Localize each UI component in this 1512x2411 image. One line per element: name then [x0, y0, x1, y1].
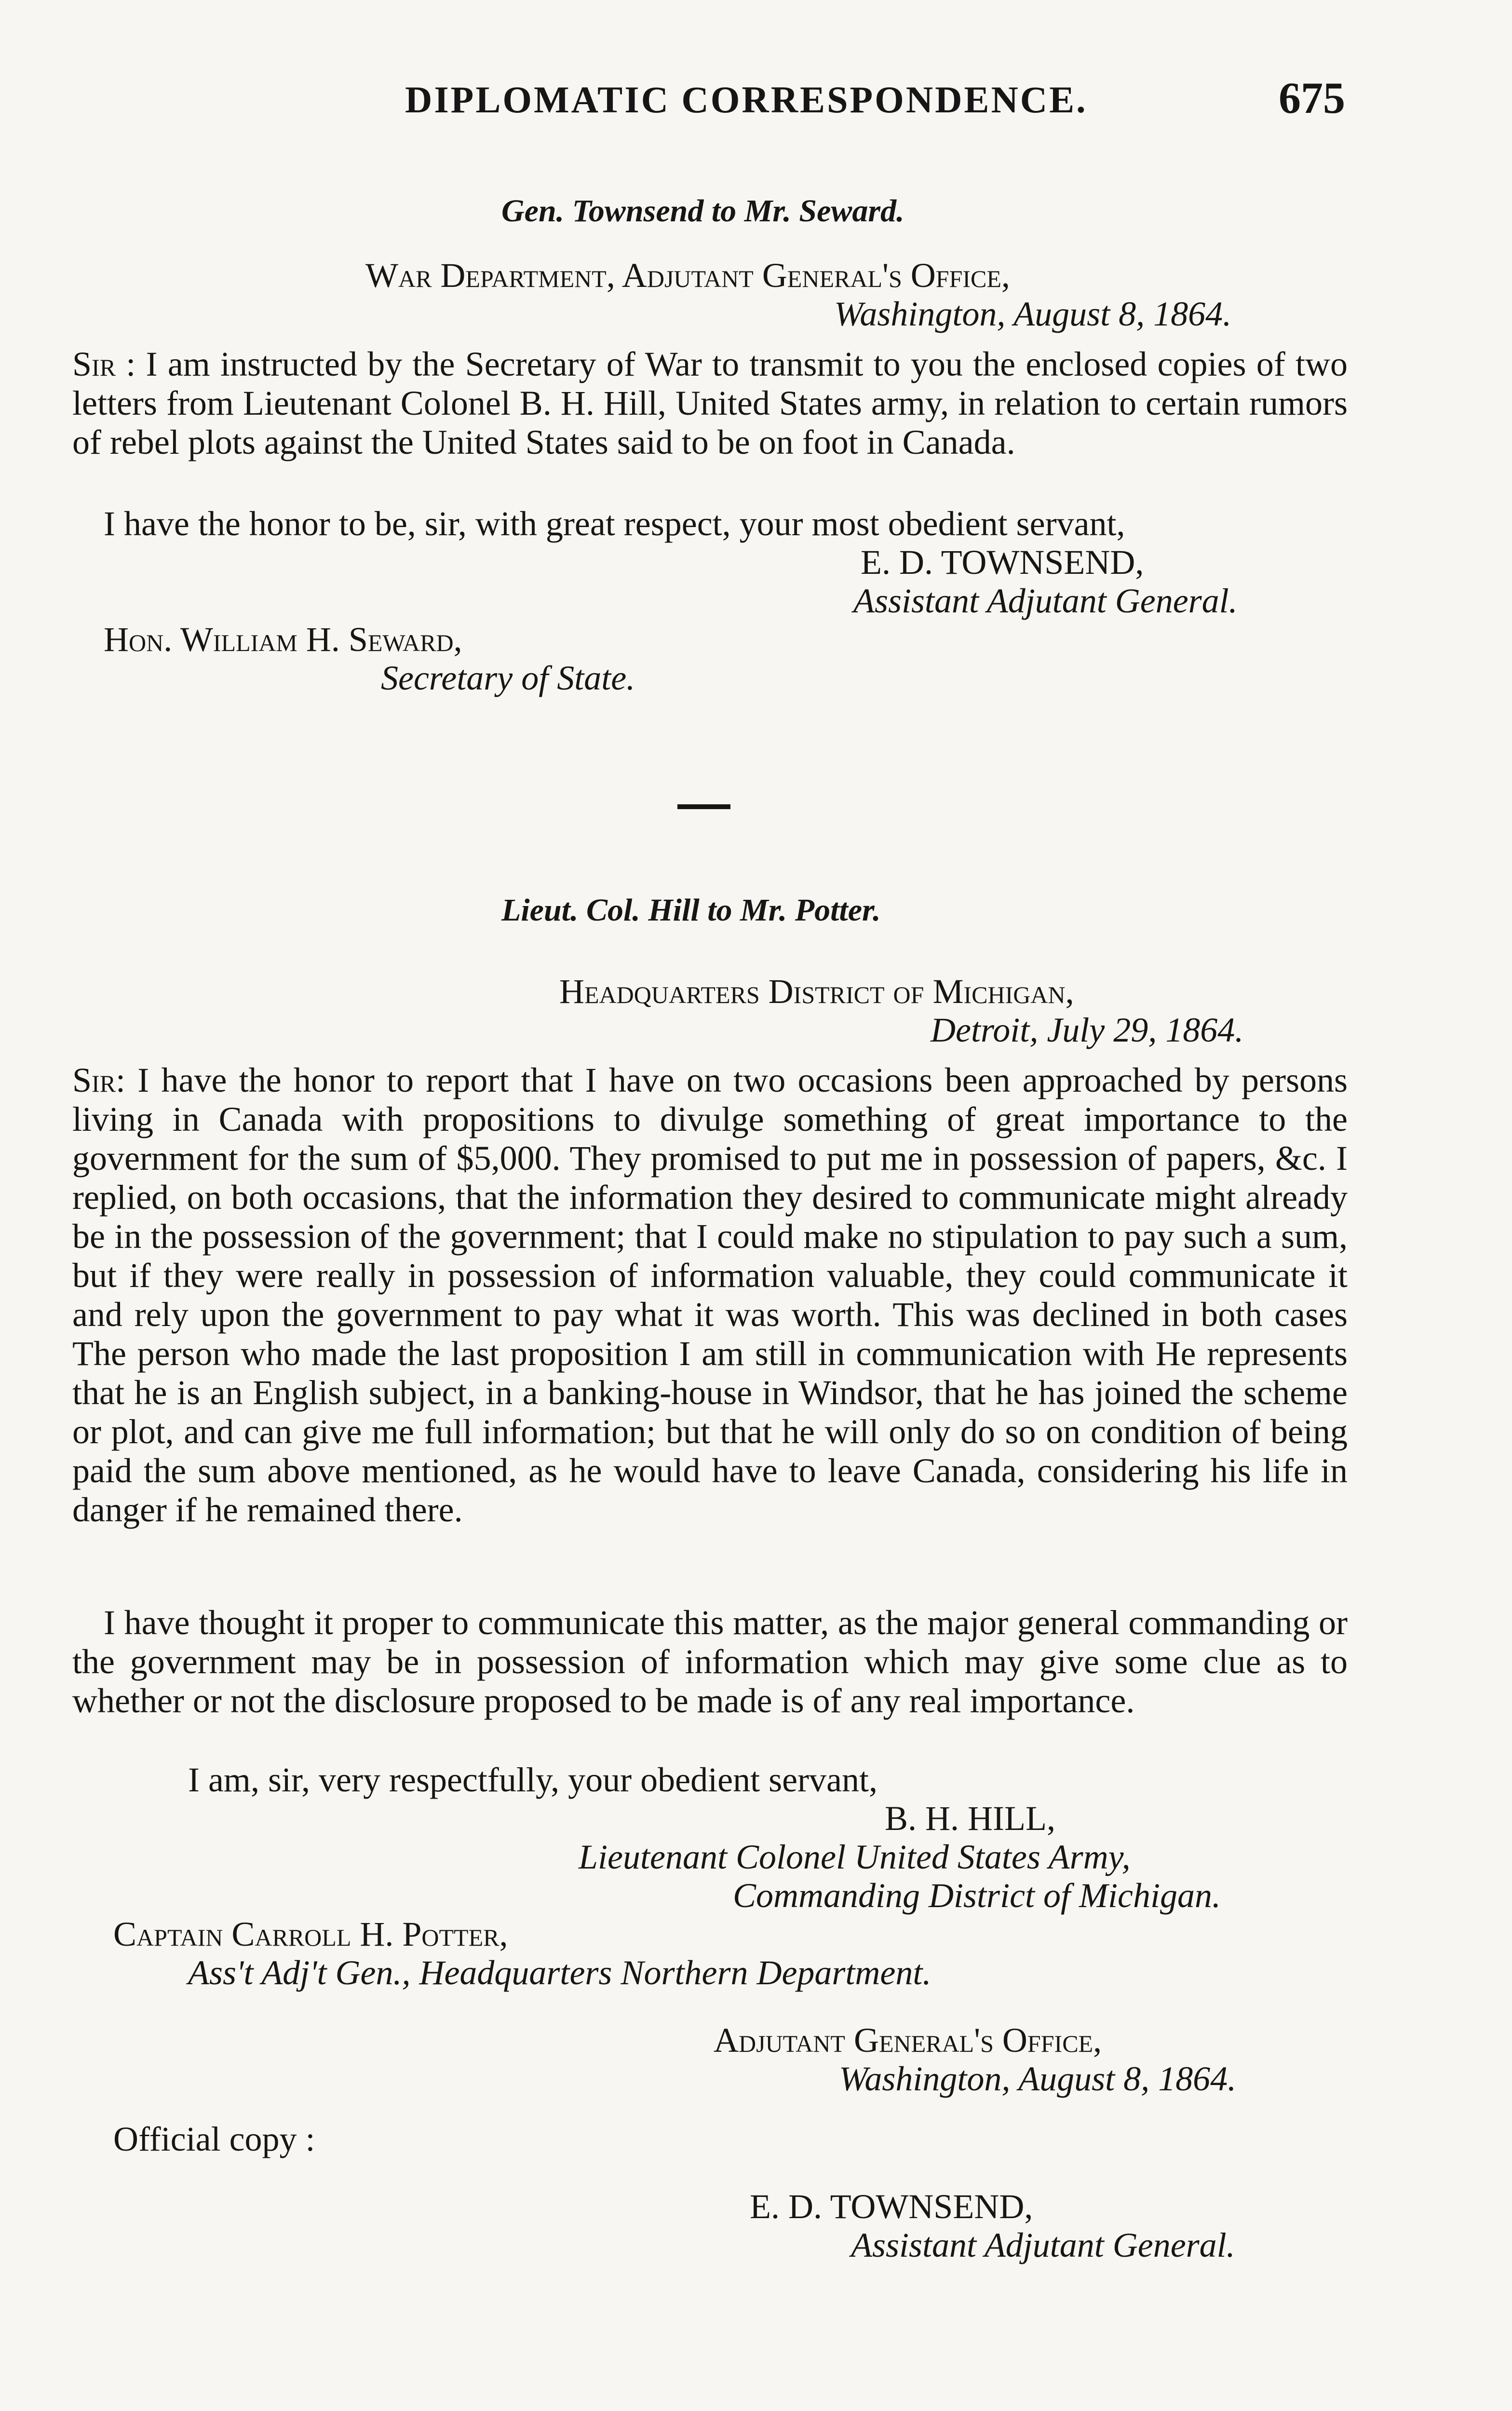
official-copy-label: Official copy :: [113, 2120, 315, 2158]
certification-office: Adjutant General's Office,: [714, 2021, 1102, 2059]
letter2-signature-title-1: Lieutenant Colonel United States Army,: [579, 1838, 1131, 1876]
letter2-paragraph-2: I have thought it proper to communicate this matter, as the major general commanding or the government may be in possession of information which may give some clue as to whether or not the disclosure proposed to be made is of any real importance.: [72, 1603, 1348, 1720]
letter2-signature-name: B. H. HILL,: [885, 1799, 1055, 1838]
page-header: [72, 72, 1345, 125]
letter1-signature-title: Assistant Adjutant General.: [853, 582, 1238, 620]
letter2-dateline-office: Headquarters District of Michigan,: [559, 972, 1074, 1011]
letter2-addressee-title: Ass't Adj't Gen., Headquarters Northern Department.: [188, 1953, 932, 1992]
letter2-signature-title-2: Commanding District of Michigan.: [733, 1876, 1221, 1915]
letter1-dateline-place-date: Washington, August 8, 1864.: [834, 295, 1232, 333]
letter2-salutation: Sir:: [72, 1061, 126, 1099]
certification-signature-name: E. D. TOWNSEND,: [750, 2187, 1033, 2226]
letter2-dateline-place-date: Detroit, July 29, 1864.: [931, 1011, 1244, 1049]
letter1-paragraph-1-text: I am instructed by the Secretary of War to transmit to you the enclosed copies of two letters from Lieutenant Colonel B. H. Hill, United States army, in relation to certain rumors of rebel plots against the United States said to be on foot in Canada.: [72, 345, 1348, 461]
letter1-addressee-name: Hon. William H. Seward,: [104, 620, 462, 659]
running-title: DIPLOMATIC CORRESPONDENCE.: [405, 79, 1088, 121]
certification-place-date: Washington, August 8, 1864.: [839, 2059, 1237, 2098]
letter1-salutation: Sir :: [72, 345, 136, 383]
letter2-paragraph-1: [72, 1061, 1348, 1530]
letter1-dateline-office: War Department, Adjutant General's Office,: [365, 256, 1010, 295]
letter1-closing: I have the honor to be, sir, with great respect, your most obedient servant,: [104, 504, 1125, 543]
letter1-addressee-title: Secretary of State.: [381, 659, 635, 697]
letter1-signature-name: E. D. TOWNSEND,: [861, 543, 1144, 582]
letter1-caption: Gen. Townsend to Mr. Seward.: [501, 193, 904, 229]
section-divider: [677, 804, 730, 809]
certification-signature-title: Assistant Adjutant General.: [851, 2226, 1235, 2264]
letter2-paragraph-1-text: I have the honor to report that I have on two occasions been approached by persons living in Canada with propositions to divulge something of great importance to the government for the sum of $5,000. They promised to put me in possession of papers, &c. I replied, on both occasions, that the information they desired to communicate might already be in the possession of the government; that I could make no stipulation to pay such a sum, but if they were really in possession of information valuable, they could communicate it and rely upon the government to pay what it was worth. This was declined in both cases The person who made the last proposition I am still in communication with He represents that he is an English subject, in a banking-house in Windsor, that he has joined the scheme or plot, and can give me full information; but that he will only do so on condition of being paid the sum above mentioned, as he would have to leave Canada, considering his life in danger if he remained there.: [72, 1061, 1348, 1529]
page-number: 675: [1279, 73, 1345, 122]
letter1-paragraph-1: [72, 345, 1348, 462]
letter2-closing: I am, sir, very respectfully, your obedient servant,: [188, 1761, 878, 1799]
letter2-addressee-name: Captain Carroll H. Potter,: [113, 1915, 508, 1953]
letter2-caption: Lieut. Col. Hill to Mr. Potter.: [501, 893, 881, 928]
